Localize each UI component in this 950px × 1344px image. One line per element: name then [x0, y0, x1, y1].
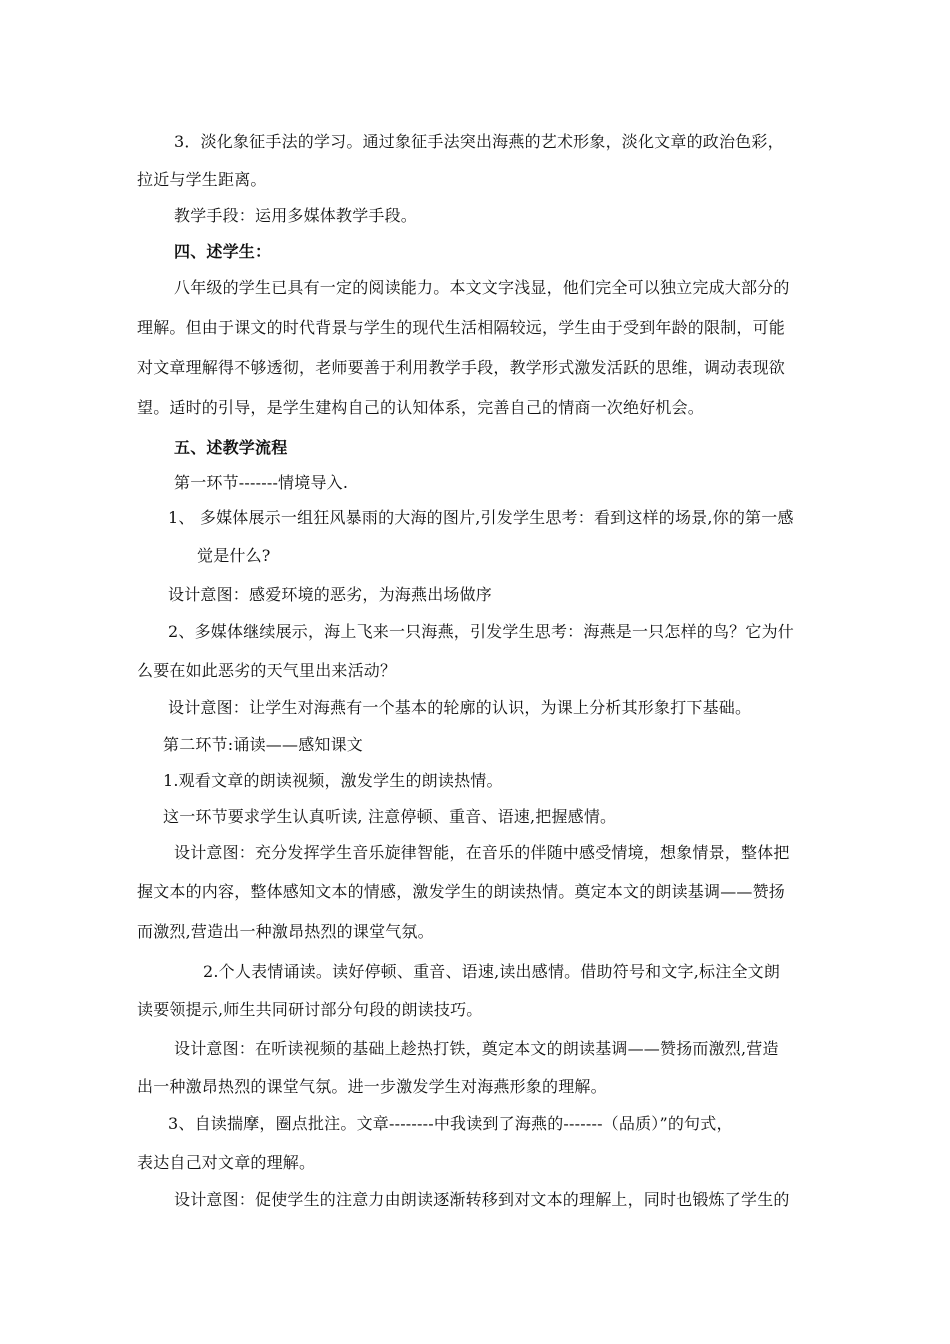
text-line: 觉是什么? [197, 546, 271, 565]
text-line: 拉近与学生距离。 [137, 170, 267, 189]
text-line: 3．淡化象征手法的学习。通过象征手法突出海燕的艺术形象，淡化文章的政治色彩， [174, 132, 784, 151]
design-intent: 设计意图：促使学生的注意力由朗读逐渐转移到对文本的理解上，同时也锻炼了学生的 [174, 1190, 790, 1209]
list-item: 3、自读揣摩，圈点批注。文章--------中我读到了海燕的-------（品质）”的句式， [168, 1114, 733, 1133]
text-line: 出一种激昂热烈的课堂气氛。进一步激发学生对海燕形象的理解。 [137, 1077, 607, 1096]
design-intent: 设计意图：充分发挥学生音乐旋律智能，在音乐的伴随中感受情境，想象情景，整体把 [174, 843, 790, 862]
text-line: 望。适时的引导，是学生建构自己的认知体系，完善自己的情商一次绝好机会。 [137, 398, 705, 417]
text-line: 表达自己对文章的理解。 [137, 1153, 316, 1172]
text-line: 对文章理解得不够透彻，老师要善于利用教学手段，教学形式激发活跃的思维，调动表现欲 [137, 358, 786, 377]
text-line: 读要领提示,师生共同研讨部分句段的朗读技巧。 [137, 1000, 483, 1019]
text-line: 八年级的学生已具有一定的阅读能力。本文文字浅显，他们完全可以独立完成大部分的 [174, 278, 790, 297]
text-line: 么要在如此恶劣的天气里出来活动？ [137, 661, 397, 680]
list-item: 2.个人表情诵读。读好停顿、重音、语速,读出感情。借助符号和文字,标注全文朗 [203, 962, 781, 981]
text-line: 教学手段：运用多媒体教学手段。 [174, 206, 418, 225]
design-intent: 设计意图：感爱环境的恶劣，为海燕出场做序 [168, 585, 493, 604]
section-heading: 五、述教学流程 [174, 438, 288, 457]
section-heading: 四、述学生： [174, 242, 272, 261]
text-line: 第一环节-------情境导入. [174, 473, 349, 492]
list-item: 1、 多媒体展示一组狂风暴雨的大海的图片,引发学生思考：看到这样的场景,你的第一感 [168, 508, 794, 527]
text-line: 这一环节要求学生认真听读, 注意停顿、重音、语速,把握感情。 [163, 807, 617, 826]
text-line: 第二环节:诵读——感知课文 [163, 735, 363, 754]
list-item: 1.观看文章的朗读视频，激发学生的朗读热情。 [163, 771, 503, 790]
design-intent: 设计意图：让学生对海燕有一个基本的轮廓的认识，为课上分析其形象打下基础。 [168, 698, 752, 717]
list-item: 2、多媒体继续展示，海上飞来一只海燕，引发学生思考：海燕是一只怎样的鸟？它为什 [168, 622, 794, 641]
text-line: 而激烈,营造出一种激昂热烈的课堂气氛。 [137, 922, 434, 941]
text-line: 理解。但由于课文的时代背景与学生的现代生活相隔较远，学生由于受到年龄的限制，可能 [137, 318, 786, 337]
design-intent: 设计意图：在听读视频的基础上趁热打铁，奠定本文的朗读基调——赞扬而激烈,营造 [174, 1039, 779, 1058]
text-line: 握文本的内容，整体感知文本的情感，激发学生的朗读热情。奠定本文的朗读基调——赞扬 [137, 882, 786, 901]
